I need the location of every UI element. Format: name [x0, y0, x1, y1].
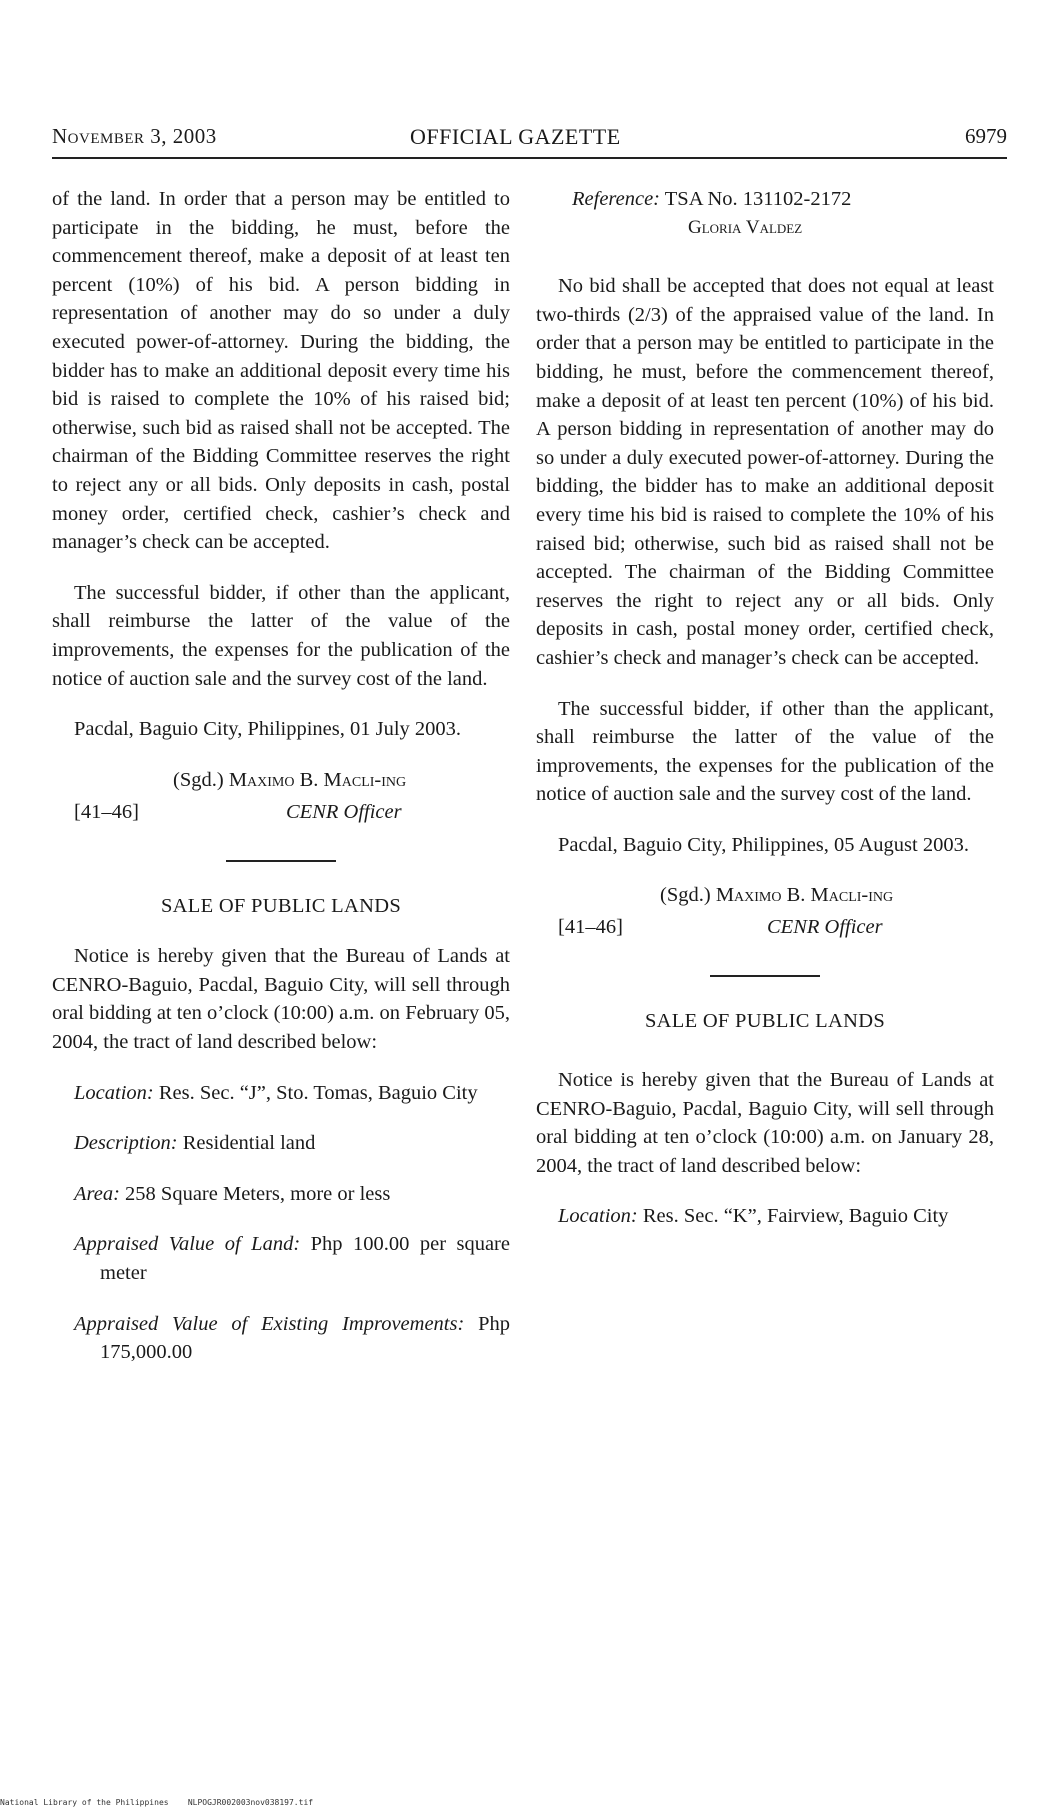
header-date: November 3, 2003: [52, 124, 217, 148]
scan-footer: [0, 1798, 313, 1807]
right-issue-ref: [41–46]: [558, 916, 623, 939]
left-issue-ref: [41–46]: [74, 800, 139, 823]
right-reference: Reference: TSA No. 131102-2172 Gloria Valdez: [536, 185, 994, 242]
left-item-location: Location: Res. Sec. “J”, Sto. Tomas, Baguio City: [74, 1081, 478, 1104]
left-signer: (Sgd.) Maximo B. Macli-ing: [173, 768, 407, 791]
right-bidding-paragraph: No bid shall be accepted that does not equal at least two-thirds (2/3) of the appraised value of the land. In order that a person may be entitled to participate in the bidding, he must, before the commencement thereof, make a deposit of at least ten percent (10%) of his bid. A person bidding in representation of another may do so under a duly executed power-of-attorney. During the bidding, the bidder has to make an additional deposit every time his bid is raised to complete the 10% of his raised bid; otherwise, such bid as raised shall not be accepted. The chairman of the Bidding Committee reserves the right to reject any or all bids. Only deposits in cash, postal money order, certified check, cashier’s check and manager’s check can be accepted.: [536, 275, 994, 669]
right-item-location: Location: Res. Sec. “K”, Fairview, Baguio City: [558, 1205, 949, 1228]
right-reference-name: Gloria Valdez: [688, 216, 803, 238]
left-bidding-paragraph: of the land. In order that a person may be entitled to participate in the bidding, he must, before the commencement thereof, make a deposit of at least ten percent (10%) of his bid. A person bidding in representation of another may do so under a duly executed power-of-attorney. During the bidding, the bidder has to make an additional deposit every time his bid is raised to complete the 10% of his raised bid; otherwise, such bid as raised shall not be accepted. The chairman of the Bidding Committee reserves the right to reject any or all bids. Only deposits in cash, postal money order, certified check, cashier’s check and manager’s check can be accepted.: [52, 188, 510, 554]
header-title: OFFICIAL GAZETTE: [410, 124, 621, 149]
right-signer: (Sgd.) Maximo B. Macli-ing: [660, 884, 894, 907]
right-place-date: Pacdal, Baguio City, Philippines, 05 August 2003.: [558, 833, 969, 856]
left-column: [52, 185, 510, 1367]
footer-file: NLPOGJR002003nov038197.tif: [187, 1798, 314, 1807]
right-signer-name: Maximo B. Macli-ing: [715, 884, 894, 907]
right-section-heading: SALE OF PUBLIC LANDS: [644, 1010, 886, 1033]
left-signer-name: Maximo B. Macli-ing: [228, 768, 407, 791]
left-place-date: Pacdal, Baguio City, Philippines, 01 July 2003.: [74, 718, 462, 741]
right-column: [536, 185, 994, 1231]
left-item-land-value: Appraised Value of Land: Php 100.00 per square meter: [74, 1233, 510, 1285]
right-reimbursement-paragraph: The successful bidder, if other than the applicant, shall reimburse the latter of the value of the improvements, the expenses for the publication of the notice of auction sale and the survey cost of the land.: [536, 697, 994, 806]
left-item-improvements-value: Appraised Value of Existing Improvements: Php 175,000.00: [74, 1312, 511, 1364]
left-office-title: CENR Officer: [286, 800, 402, 823]
left-signature-block: [52, 766, 510, 830]
header-rule: [52, 157, 1007, 159]
footer-source: National Library of the Philippines: [0, 1798, 169, 1807]
left-item-description: Description: Residential land: [74, 1132, 316, 1155]
right-notice-paragraph: Notice is hereby given that the Bureau of Lands at CENRO-Baguio, Pacdal, Baguio City, will sell through oral bidding at ten o’clock (10:00) a.m. on January 28, 2004, the tract of land described below:: [536, 1069, 994, 1177]
page-number: 6979: [965, 124, 1007, 148]
left-notice-paragraph: Notice is hereby given that the Bureau of Lands at CENRO-Baguio, Pacdal, Baguio City, will sell through oral bidding at ten o’clock (10:00) a.m. on February 05, 2004, the tract of land described below:: [52, 945, 510, 1054]
right-office-title: CENR Officer: [767, 916, 883, 939]
left-item-area: Area: 258 Square Meters, more or less: [74, 1182, 391, 1205]
right-signature-block: [536, 881, 994, 945]
left-section-heading: SALE OF PUBLIC LANDS: [160, 894, 402, 917]
page-header: [52, 124, 1007, 158]
left-reimbursement-paragraph: The successful bidder, if other than the applicant, shall reimburse the latter of the value of the improvements, the expenses for the publication of the notice of auction sale and the survey cost of the land.: [52, 581, 510, 690]
